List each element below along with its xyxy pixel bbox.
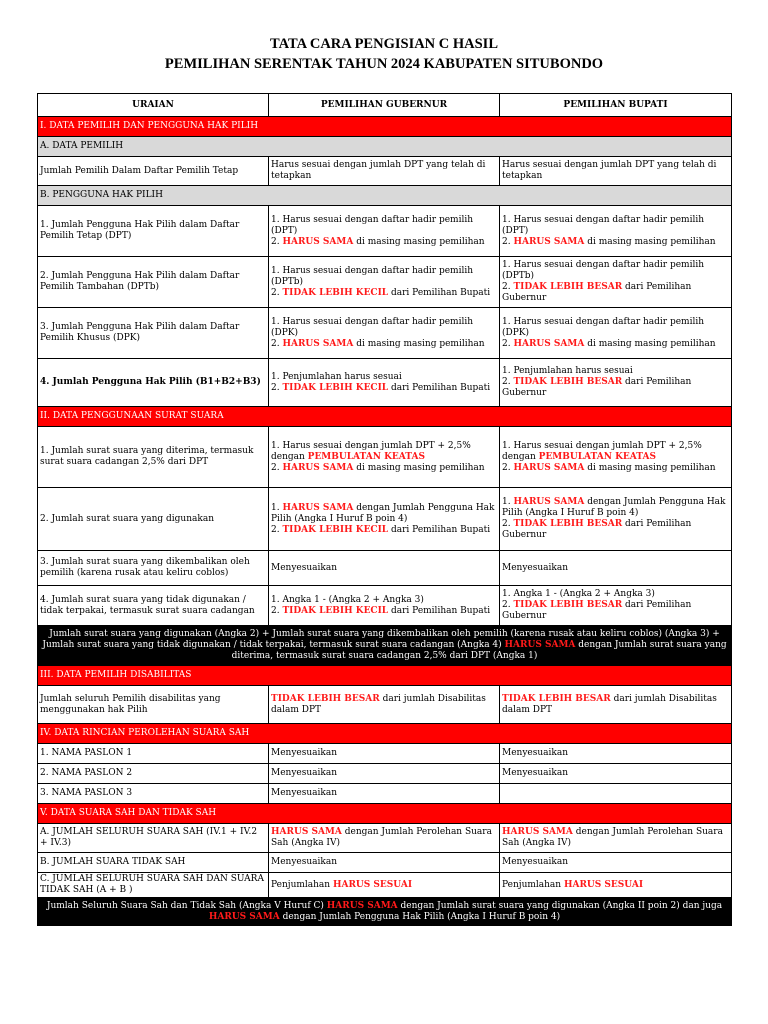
table-row <box>38 427 732 488</box>
note-text: Jumlah Seluruh Suara Sah dan Tidak Sah (Angka V Huruf C) <box>46 900 327 911</box>
subsection-title: A. DATA PEMILIH <box>38 137 732 157</box>
highlight-text: HARUS SAMA <box>504 640 576 650</box>
rule-suffix: di masing masing pemilihan <box>584 338 716 349</box>
rule-suffix: dari jumlah Disabilitas dalam DPT <box>271 693 486 715</box>
rule-prefix: 2. <box>502 338 514 349</box>
cell-gubernur <box>269 488 500 551</box>
row-label: 1. Jumlah surat suara yang diterima, termasuk surat suara cadangan 2,5% dari DPT <box>38 427 269 488</box>
cell-bupati: Menyesuaikan <box>500 764 732 784</box>
rule-prefix: Penjumlahan <box>271 879 333 890</box>
row-label: 2. Jumlah surat suara yang digunakan <box>38 488 269 551</box>
highlight-text: HARUS SAMA <box>208 911 280 922</box>
highlight-text: TIDAK LEBIH BESAR <box>513 377 623 387</box>
row-label: 2. Jumlah Pengguna Hak Pilih dalam Daftar Pemilih Tambahan (DPTb) <box>38 257 269 308</box>
rule-line <box>502 463 729 474</box>
column-header-bupati: PEMILIHAN BUPATI <box>500 94 732 117</box>
row-label: 3. Jumlah Pengguna Hak Pilih dalam Daftar Pemilih Khusus (DPK) <box>38 308 269 359</box>
rule-prefix: 2. <box>502 462 514 473</box>
rule-prefix: Penjumlahan <box>502 879 564 890</box>
table-row <box>38 853 732 873</box>
note-text: dengan Jumlah Pengguna Hak Pilih (Angka I Huruf B poin 4) <box>279 911 561 922</box>
rule-line <box>502 441 729 463</box>
section-header <box>38 804 732 824</box>
document-subtitle: PEMILIHAN SERENTAK TAHUN 2024 KABUPATEN SITUBONDO <box>164 56 604 72</box>
highlight-text: TIDAK LEBIH KECIL <box>282 382 389 393</box>
cell-bupati: Menyesuaikan <box>500 744 732 764</box>
section-header <box>38 666 732 686</box>
cell-bupati <box>500 873 732 898</box>
highlight-text: TIDAK LEBIH KECIL <box>282 524 389 535</box>
rule-prefix: 2. <box>502 377 514 387</box>
rule-prefix: 1. <box>502 497 514 507</box>
cell-bupati <box>500 784 732 804</box>
table-row <box>38 586 732 626</box>
cell-bupati <box>500 488 732 551</box>
rule-suffix: di masing masing pemilihan <box>353 462 485 473</box>
row-label: Jumlah Pemilih Dalam Daftar Pemilih Tetap <box>38 157 269 186</box>
cell-gubernur: Menyesuaikan <box>269 853 500 873</box>
highlight-text: HARUS SAMA <box>282 462 354 473</box>
section-title: IV. DATA RINCIAN PEROLEHAN SUARA SAH <box>38 724 732 744</box>
subsection-header <box>38 137 732 157</box>
rule-prefix: 2. <box>271 338 283 349</box>
highlight-text: HARUS SAMA <box>502 827 573 837</box>
table-row <box>38 764 732 784</box>
rule-line <box>271 525 497 536</box>
rule-prefix: 1. Harus sesuai dengan jumlah DPT + 2,5% dengan <box>271 440 471 462</box>
table-row <box>38 206 732 257</box>
summary-note-row <box>38 626 732 666</box>
table-row <box>38 551 732 586</box>
section-header <box>38 724 732 744</box>
highlight-text: HARUS SESUAI <box>563 879 644 890</box>
rule-line <box>271 339 497 350</box>
rule-line <box>271 463 497 474</box>
table-row <box>38 686 732 724</box>
table-row <box>38 257 732 308</box>
cell-gubernur <box>269 257 500 308</box>
highlight-text: TIDAK LEBIH BESAR <box>513 282 623 292</box>
note-text: dengan Jumlah surat suara yang digunakan (Angka II poin 2) dan juga <box>397 900 723 911</box>
cell-gubernur: Menyesuaikan <box>269 551 500 586</box>
highlight-text: HARUS SAMA <box>513 338 585 349</box>
cell-bupati: Harus sesuai dengan jumlah DPT yang telah di tetapkan <box>500 157 732 186</box>
section-title: I. DATA PEMILIH DAN PENGGUNA HAK PILIH <box>38 117 732 137</box>
highlight-text: TIDAK LEBIH BESAR <box>513 519 623 529</box>
rule-prefix: 2. <box>271 236 283 247</box>
rule-prefix: 2. <box>271 462 283 473</box>
cell-gubernur <box>269 206 500 257</box>
highlight-text: PEMBULATAN KEATAS <box>307 451 425 462</box>
table-row <box>38 488 732 551</box>
highlight-text: HARUS SAMA <box>513 236 585 247</box>
cell-bupati <box>500 359 732 407</box>
rule-prefix: 2. <box>271 382 283 393</box>
rule-line: 1. Harus sesuai dengan daftar hadir pemilih (DPT) <box>502 214 704 236</box>
cell-gubernur: Menyesuaikan <box>269 784 500 804</box>
table-header-row <box>38 94 732 117</box>
cell-bupati: Menyesuaikan <box>500 551 732 586</box>
row-label: 4. Jumlah Pengguna Hak Pilih (B1+B2+B3) <box>38 359 269 407</box>
highlight-text: HARUS SAMA <box>271 827 342 837</box>
cell-gubernur <box>269 873 500 898</box>
rule-suffix: dari jumlah Disabilitas dalam DPT <box>502 693 717 715</box>
rule-line: 1. Harus sesuai dengan daftar hadir pemilih (DPTb) <box>502 260 704 281</box>
row-label: 1. Jumlah Pengguna Hak Pilih dalam Daftar Pemilih Tetap (DPT) <box>38 206 269 257</box>
instruction-table <box>37 93 732 926</box>
rule-prefix: 2. <box>271 287 283 298</box>
highlight-text: HARUS SAMA <box>282 236 354 247</box>
rule-prefix: 2. <box>502 600 514 610</box>
table-row <box>38 784 732 804</box>
rule-suffix: di masing masing pemilihan <box>584 462 716 473</box>
cell-gubernur: Menyesuaikan <box>269 764 500 784</box>
row-label: 3. NAMA PASLON 3 <box>38 784 269 804</box>
rule-line <box>271 606 497 617</box>
rule-line <box>502 237 729 248</box>
rule-line: 1. Harus sesuai dengan daftar hadir pemilih (DPTb) <box>271 265 473 287</box>
rule-prefix: 1. <box>271 502 283 513</box>
rule-suffix: dari Pemilihan Gubernur <box>502 600 692 621</box>
cell-gubernur <box>269 308 500 359</box>
subsection-header <box>38 186 732 206</box>
rule-line <box>502 282 729 304</box>
rule-line <box>271 503 497 525</box>
cell-bupati <box>500 257 732 308</box>
cell-bupati <box>500 686 732 724</box>
table-row <box>38 744 732 764</box>
row-label: Jumlah seluruh Pemilih disabilitas yang menggunakan hak Pilih <box>38 686 269 724</box>
note-text: dengan Jumlah surat suara yang diterima, termasuk surat suara cadangan 2,5% dari DPT (Angka 1) <box>231 640 727 661</box>
section-title: III. DATA PEMILIH DISABILITAS <box>38 666 732 686</box>
cell-gubernur <box>269 824 500 853</box>
rule-suffix: dari Pemilihan Gubernur <box>502 519 692 540</box>
note-text: Jumlah surat suara yang digunakan (Angka 2) + Jumlah surat suara yang dikembalikan oleh pemilih (karena rusak atau keliru coblos) (Angka 3) + Jumlah surat suara yang tidak digunakan / tidak terpakai, termasuk surat suara cadangan (Angka 4) <box>42 629 720 650</box>
rule-suffix: dari Pemilihan Bupati <box>388 605 491 616</box>
rule-prefix: 2. <box>502 236 514 247</box>
rule-suffix: dengan Jumlah Perolehan Suara Sah (Angka IV) <box>271 827 492 848</box>
rule-prefix: 2. <box>502 519 514 529</box>
rule-suffix: dari Pemilihan Bupati <box>388 524 491 535</box>
column-header-uraian: URAIAN <box>38 94 269 117</box>
subsection-title: B. PENGGUNA HAK PILIH <box>38 186 732 206</box>
row-label: 3. Jumlah surat suara yang dikembalikan oleh pemilih (karena rusak atau keliru coblos) <box>38 551 269 586</box>
row-label: 4. Jumlah surat suara yang tidak digunakan / tidak terpakai, termasuk surat suara cadangan <box>38 586 269 626</box>
cell-gubernur <box>269 359 500 407</box>
cell-bupati <box>500 206 732 257</box>
rule-suffix: dari Pemilihan Gubernur <box>502 377 692 398</box>
highlight-text: HARUS SAMA <box>513 462 585 473</box>
highlight-text: PEMBULATAN KEATAS <box>538 451 656 462</box>
highlight-text: HARUS SAMA <box>326 900 398 911</box>
rule-line: 1. Harus sesuai dengan daftar hadir pemilih (DPT) <box>271 214 473 236</box>
section-title: II. DATA PENGGUNAAN SURAT SUARA <box>38 407 732 427</box>
row-label: A. JUMLAH SELURUH SUARA SAH (IV.1 + IV.2 + IV.3) <box>38 824 269 853</box>
section-header <box>38 117 732 137</box>
summary-note-row <box>38 898 732 926</box>
rule-suffix: di masing masing pemilihan <box>353 338 485 349</box>
rule-line <box>502 600 729 622</box>
rule-suffix: dari Pemilihan Bupati <box>388 382 491 393</box>
row-label: 2. NAMA PASLON 2 <box>38 764 269 784</box>
rule-line: 1. Harus sesuai dengan daftar hadir pemilih (DPK) <box>502 316 704 338</box>
highlight-text: HARUS SAMA <box>513 497 585 507</box>
rule-suffix: dari Pemilihan Bupati <box>388 287 491 298</box>
rule-line: 1. Angka 1 - (Angka 2 + Angka 3) <box>502 589 655 599</box>
rule-suffix: dengan Jumlah Perolehan Suara Sah (Angka IV) <box>502 827 723 848</box>
rule-line: 1. Penjumlahan harus sesuai <box>271 371 402 382</box>
rule-suffix: di masing masing pemilihan <box>353 236 485 247</box>
rule-line: 1. Penjumlahan harus sesuai <box>502 366 633 376</box>
rule-prefix: 2. <box>271 605 283 616</box>
rule-prefix: 2. <box>271 524 283 535</box>
column-header-gubernur: PEMILIHAN GUBERNUR <box>269 94 500 117</box>
table-row <box>38 157 732 186</box>
document-title: TATA CARA PENGISIAN C HASIL <box>269 36 498 52</box>
cell-bupati <box>500 308 732 359</box>
rule-prefix: 2. <box>502 282 514 292</box>
highlight-text: HARUS SESUAI <box>332 879 413 890</box>
highlight-text: HARUS SAMA <box>282 338 354 349</box>
rule-line <box>271 288 497 299</box>
rule-line <box>271 383 497 394</box>
highlight-text: TIDAK LEBIH BESAR <box>271 693 380 704</box>
summary-note <box>38 898 732 926</box>
rule-prefix: 1. Harus sesuai dengan jumlah DPT + 2,5% dengan <box>502 440 702 462</box>
cell-gubernur: Menyesuaikan <box>269 744 500 764</box>
cell-bupati <box>500 427 732 488</box>
rule-line <box>271 441 497 463</box>
highlight-text: TIDAK LEBIH KECIL <box>282 605 389 616</box>
rule-line <box>502 497 729 519</box>
table-row <box>38 308 732 359</box>
table-row <box>38 824 732 853</box>
row-label: 1. NAMA PASLON 1 <box>38 744 269 764</box>
rule-line <box>502 339 729 350</box>
rule-line <box>502 377 729 399</box>
rule-suffix: dari Pemilihan Gubernur <box>502 282 692 303</box>
cell-bupati <box>500 586 732 626</box>
rule-line <box>502 519 729 541</box>
cell-gubernur <box>269 427 500 488</box>
highlight-text: TIDAK LEBIH BESAR <box>513 600 623 610</box>
highlight-text: TIDAK LEBIH KECIL <box>282 287 389 298</box>
row-label: B. JUMLAH SUARA TIDAK SAH <box>38 853 269 873</box>
summary-note <box>38 626 732 666</box>
table-row <box>38 873 732 898</box>
table-row <box>38 359 732 407</box>
rule-suffix: dengan Jumlah Pengguna Hak Pilih (Angka I Huruf B poin 4) <box>502 497 726 518</box>
cell-gubernur <box>269 586 500 626</box>
rule-line <box>271 237 497 248</box>
section-title: V. DATA SUARA SAH DAN TIDAK SAH <box>38 804 732 824</box>
section-header <box>38 407 732 427</box>
rule-suffix: dengan Jumlah Pengguna Hak Pilih (Angka I Huruf B poin 4) <box>271 502 495 524</box>
row-label: C. JUMLAH SELURUH SUARA SAH DAN SUARA TIDAK SAH (A + B ) <box>38 873 269 898</box>
rule-suffix: di masing masing pemilihan <box>584 236 716 247</box>
cell-bupati <box>500 824 732 853</box>
cell-bupati: Menyesuaikan <box>500 853 732 873</box>
cell-gubernur <box>269 686 500 724</box>
highlight-text: HARUS SAMA <box>282 502 354 513</box>
rule-line: 1. Harus sesuai dengan daftar hadir pemilih (DPK) <box>271 316 473 338</box>
cell-gubernur: Harus sesuai dengan jumlah DPT yang telah di tetapkan <box>269 157 500 186</box>
rule-line: 1. Angka 1 - (Angka 2 + Angka 3) <box>271 594 424 605</box>
highlight-text: TIDAK LEBIH BESAR <box>502 693 611 704</box>
